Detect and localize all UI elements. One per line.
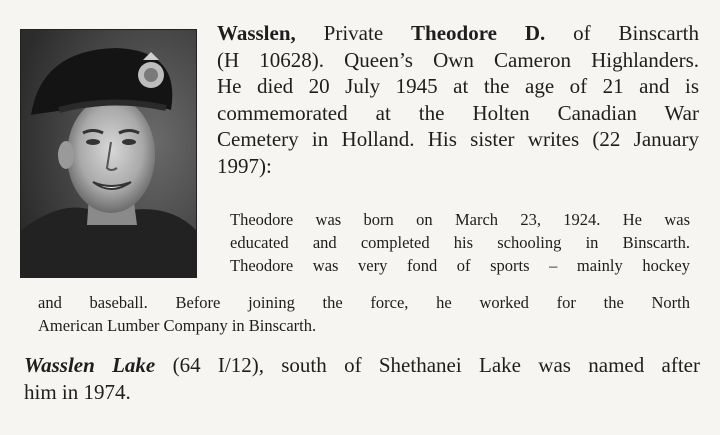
entry-heading xyxy=(217,20,699,179)
lake-name: Wasslen Lake xyxy=(24,353,156,377)
sister-quote-continued xyxy=(38,291,690,337)
entry-line-6: 1997): xyxy=(217,153,272,178)
entry-line-3: He died 20 July 1945 at the age of 21 and is xyxy=(217,74,699,98)
lake-description: (64 I/12), south of Shethanei Lake was named after xyxy=(172,353,700,377)
entry-line-1 xyxy=(217,20,699,47)
hometown: of Binscarth xyxy=(573,21,699,45)
entry-line-5: Cemetery in Holland. His sister writes (22 January xyxy=(217,127,699,151)
portrait-photo xyxy=(20,29,197,278)
quote-line-5: American Lumber Company in Binscarth. xyxy=(38,316,317,335)
quote-line-1: Theodore was born on March 23, 1924. He was xyxy=(230,210,690,229)
quote-line-4: and baseball. Before joining the force, he worked for the North xyxy=(38,293,690,312)
rank: Private xyxy=(323,21,384,45)
entry-line-2: (H 10628). Queen’s Own Cameron Highlanders. xyxy=(217,47,699,72)
given-names: Theodore D. xyxy=(411,21,546,45)
quote-line-2: educated and completed his schooling in Binscarth. xyxy=(230,233,690,252)
footer-line-2: him in 1974. xyxy=(24,380,131,404)
footer-line-1 xyxy=(24,352,700,379)
lake-naming-note xyxy=(24,352,700,406)
sister-quote xyxy=(230,208,690,277)
surname: Wasslen, xyxy=(217,21,296,45)
quote-line-3: Theodore was very fond of sports – mainly hockey xyxy=(230,256,690,275)
entry-line-4: commemorated at the Holten Canadian War xyxy=(217,100,699,125)
